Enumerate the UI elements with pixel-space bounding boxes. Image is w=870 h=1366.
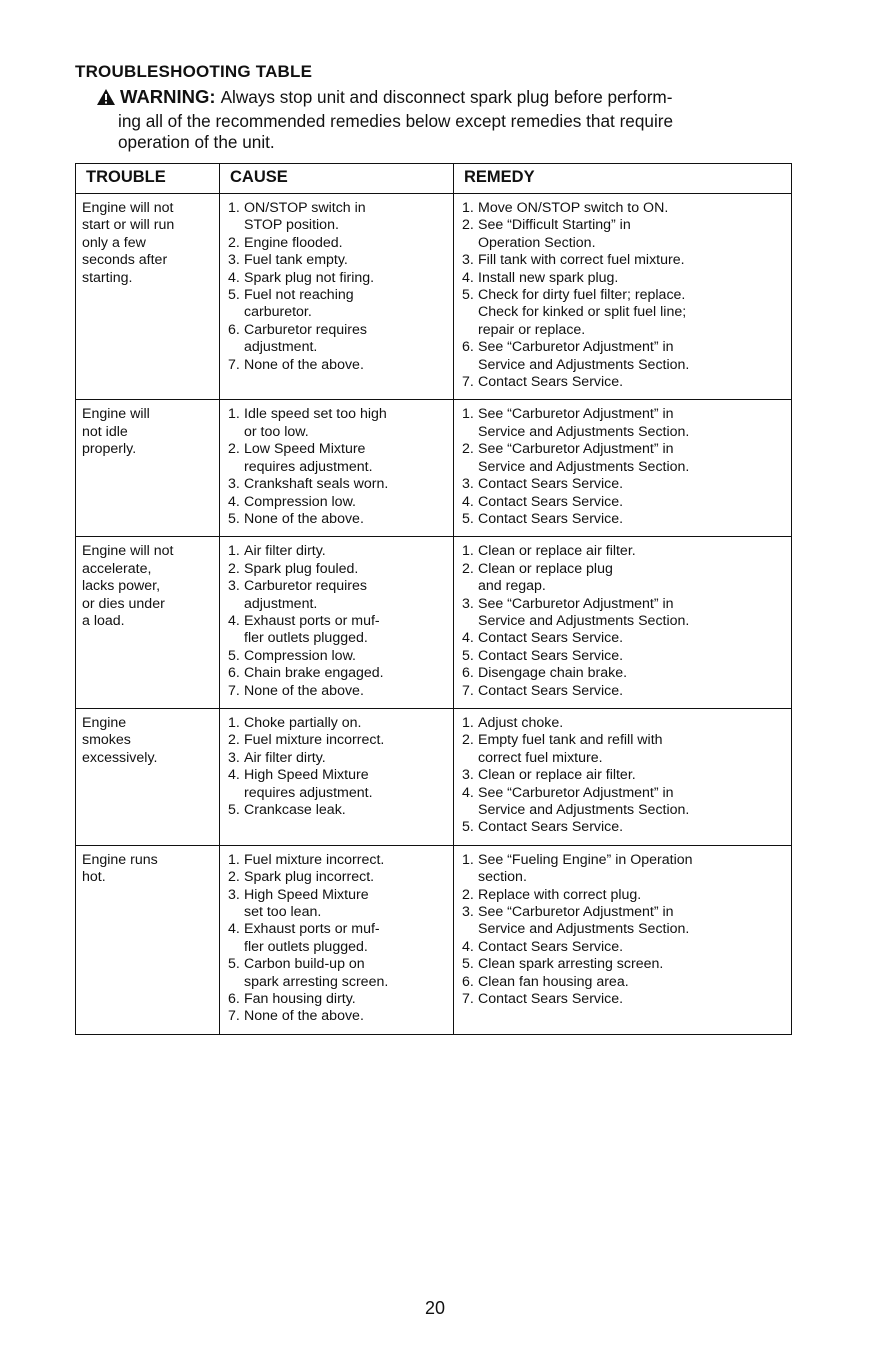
remedy-text: Adjust choke. <box>478 714 564 731</box>
trouble-cell <box>76 194 220 400</box>
item-number: 1. <box>228 714 240 731</box>
item-number: 1. <box>228 406 240 423</box>
remedy-item <box>462 648 791 665</box>
remedy-text: Contact Sears Service. <box>478 493 624 510</box>
cause-item <box>228 406 453 441</box>
trouble-text: not idle <box>82 423 128 440</box>
remedy-cell <box>454 537 792 709</box>
remedy-text: Contact Sears Service. <box>478 374 624 391</box>
remedy-item <box>462 511 791 528</box>
cause-item <box>228 270 453 287</box>
remedy-text: Fill tank with correct fuel mixture. <box>478 252 685 269</box>
warning-text-line-1: Always stop unit and disconnect spark plug before perform- <box>220 87 673 107</box>
cause-text: High Speed Mixture requires adjustment. <box>244 767 373 801</box>
cause-text: None of the above. <box>244 1008 364 1025</box>
cause-text: Fuel mixture incorrect. <box>244 851 385 868</box>
cause-text: Chain brake engaged. <box>244 665 384 682</box>
remedy-text: See “Carburetor Adjustment” in Service and Adjustments Section. <box>478 904 690 938</box>
remedy-text: Contact Sears Service. <box>478 991 624 1008</box>
remedy-text: Contact Sears Service. <box>478 630 624 647</box>
cause-cell <box>220 845 454 1034</box>
cause-item <box>228 200 453 235</box>
table-header-row <box>76 164 792 194</box>
item-number: 4. <box>228 612 240 629</box>
cause-text: Low Speed Mixture requires adjustment. <box>244 441 373 475</box>
cause-text: Spark plug not firing. <box>244 269 375 286</box>
trouble-text: Engine will not <box>82 200 174 216</box>
cause-item <box>228 543 453 560</box>
item-number: 5. <box>462 287 474 304</box>
cause-item <box>228 476 453 493</box>
item-number: 6. <box>462 339 474 356</box>
remedy-item <box>462 270 791 287</box>
remedy-cell <box>454 845 792 1034</box>
item-number: 4. <box>462 784 474 801</box>
cause-text: Exhaust ports or muf- fler outlets plugged. <box>244 612 380 647</box>
trouble-text: properly. <box>82 441 137 458</box>
cause-item <box>228 767 453 802</box>
item-number: 4. <box>228 767 240 784</box>
cause-item <box>228 441 453 476</box>
remedy-text: Move ON/STOP switch to ON. <box>478 200 669 216</box>
item-number: 3. <box>228 252 240 269</box>
cause-cell <box>220 537 454 709</box>
cause-item <box>228 578 453 613</box>
remedy-item <box>462 939 791 956</box>
item-number: 2. <box>228 732 240 749</box>
trouble-text: Engine runs <box>82 851 158 868</box>
cause-text: Compression low. <box>244 647 356 664</box>
item-number: 7. <box>228 1008 240 1025</box>
item-number: 6. <box>228 991 240 1008</box>
item-number: 5. <box>228 647 240 664</box>
remedy-text: Disengage chain brake. <box>478 665 628 682</box>
remedy-item <box>462 852 791 887</box>
cause-item <box>228 494 453 511</box>
cause-cell <box>220 400 454 537</box>
item-number: 3. <box>228 886 240 903</box>
remedy-item <box>462 441 791 476</box>
cause-item <box>228 732 453 749</box>
remedy-item <box>462 683 791 700</box>
remedy-item <box>462 974 791 991</box>
item-number: 2. <box>228 560 240 577</box>
remedy-item <box>462 785 791 820</box>
item-number: 5. <box>462 956 474 973</box>
trouble-text: seconds after <box>82 252 168 269</box>
cause-item <box>228 252 453 269</box>
item-number: 4. <box>462 938 474 955</box>
item-number: 4. <box>462 269 474 286</box>
item-number: 4. <box>228 493 240 510</box>
remedy-text: See “Fueling Engine” in Operation section. <box>478 851 693 886</box>
trouble-text: Engine will not <box>82 543 174 560</box>
item-number: 5. <box>228 287 240 304</box>
cause-item <box>228 322 453 357</box>
remedy-text: Clean or replace air filter. <box>478 543 636 560</box>
cause-item <box>228 1008 453 1025</box>
warning-triangle-icon <box>96 88 116 111</box>
cause-item <box>228 956 453 991</box>
trouble-cell <box>76 845 220 1034</box>
cause-text: Carbon build-up on spark arresting screen. <box>244 956 389 990</box>
remedy-text: Contact Sears Service. <box>478 510 624 527</box>
item-number: 5. <box>462 647 474 664</box>
cause-text: Carburetor requires adjustment. <box>244 578 368 612</box>
remedy-text: Contact Sears Service. <box>478 938 624 955</box>
item-number: 2. <box>228 234 240 251</box>
item-number: 4. <box>228 269 240 286</box>
cause-item <box>228 648 453 665</box>
table-row <box>76 194 792 400</box>
item-number: 4. <box>228 921 240 938</box>
remedy-text: See “Difficult Starting” in Operation Section. <box>478 217 631 251</box>
cause-item <box>228 511 453 528</box>
remedy-item <box>462 200 791 217</box>
cause-text: Crankshaft seals worn. <box>244 476 389 493</box>
cause-text: Fuel not reaching carburetor. <box>244 287 354 321</box>
cause-item <box>228 357 453 374</box>
cause-text: None of the above. <box>244 682 364 699</box>
remedy-text: Install new spark plug. <box>478 269 619 286</box>
remedy-text: See “Carburetor Adjustment” in Service and Adjustments Section. <box>478 441 690 475</box>
item-number: 3. <box>228 476 240 493</box>
table-row <box>76 845 792 1034</box>
item-number: 3. <box>462 476 474 493</box>
item-number: 4. <box>462 493 474 510</box>
page-number: 20 <box>424 1298 446 1318</box>
item-number: 2. <box>462 560 474 577</box>
item-number: 2. <box>228 869 240 886</box>
remedy-item <box>462 991 791 1008</box>
trouble-cell <box>76 537 220 709</box>
cause-text: Compression low. <box>244 493 356 510</box>
remedy-item <box>462 596 791 631</box>
remedy-item <box>462 904 791 939</box>
remedy-cell <box>454 708 792 845</box>
item-number: 7. <box>228 356 240 373</box>
cause-text: Fuel tank empty. <box>244 252 348 269</box>
trouble-text: start or will run <box>82 217 175 234</box>
warning-notice <box>96 86 796 153</box>
item-number: 5. <box>228 510 240 527</box>
remedy-item <box>462 665 791 682</box>
cause-text: Engine flooded. <box>244 234 343 251</box>
remedy-item <box>462 561 791 596</box>
trouble-text: Engine will <box>82 406 150 423</box>
trouble-text: only a few <box>82 234 146 251</box>
item-number: 7. <box>462 682 474 699</box>
item-number: 1. <box>462 543 474 560</box>
remedy-item <box>462 339 791 374</box>
cause-item <box>228 235 453 252</box>
cause-item <box>228 802 453 819</box>
item-number: 7. <box>462 374 474 391</box>
trouble-text: starting. <box>82 269 133 286</box>
item-number: 1. <box>462 200 474 216</box>
cause-text: None of the above. <box>244 356 364 373</box>
item-number: 1. <box>462 851 474 868</box>
cause-cell <box>220 194 454 400</box>
item-number: 6. <box>228 321 240 338</box>
cause-text: Carburetor requires adjustment. <box>244 321 368 356</box>
remedy-item <box>462 217 791 252</box>
item-number: 5. <box>228 802 240 818</box>
item-number: 1. <box>228 200 240 216</box>
item-number: 6. <box>228 665 240 682</box>
item-number: 2. <box>462 732 474 749</box>
cause-text: Spark plug fouled. <box>244 560 359 577</box>
cause-text: Idle speed set too high or too low. <box>244 406 387 440</box>
trouble-text: a load. <box>82 612 125 629</box>
remedy-text: See “Carburetor Adjustment” in Service and Adjustments Section. <box>478 595 690 629</box>
item-number: 3. <box>462 595 474 612</box>
cause-text: Spark plug incorrect. <box>244 869 375 886</box>
remedy-item <box>462 494 791 511</box>
cause-item <box>228 665 453 682</box>
trouble-text: hot. <box>82 869 106 886</box>
item-number: 7. <box>228 682 240 699</box>
cause-item <box>228 750 453 767</box>
remedy-cell <box>454 400 792 537</box>
cause-item <box>228 613 453 648</box>
cause-text: Exhaust ports or muf- fler outlets plugged. <box>244 921 380 955</box>
remedy-text: Clean fan housing area. <box>478 973 629 990</box>
cause-item <box>228 715 453 732</box>
remedy-text: Contact Sears Service. <box>478 819 624 836</box>
item-number: 2. <box>228 441 240 458</box>
item-number: 7. <box>462 991 474 1008</box>
cause-item <box>228 869 453 886</box>
remedy-item <box>462 767 791 784</box>
table-row <box>76 400 792 537</box>
trouble-cell <box>76 708 220 845</box>
remedy-item <box>462 374 791 391</box>
cause-text: Fuel mixture incorrect. <box>244 732 385 749</box>
item-number: 1. <box>228 543 240 560</box>
item-number: 5. <box>462 819 474 836</box>
remedy-text: Empty fuel tank and refill with correct fuel mixture. <box>478 732 663 766</box>
remedy-cell <box>454 194 792 400</box>
item-number: 2. <box>462 886 474 903</box>
cause-item <box>228 852 453 869</box>
item-number: 1. <box>228 851 240 868</box>
table-row <box>76 537 792 709</box>
cause-cell <box>220 708 454 845</box>
remedy-text: Contact Sears Service. <box>478 647 624 664</box>
cause-text: Air filter dirty. <box>244 749 326 766</box>
remedy-item <box>462 715 791 732</box>
remedy-text: Check for dirty fuel filter; replace. Check for kinked or split fuel line; repair or replace. <box>478 287 687 338</box>
item-number: 3. <box>462 904 474 921</box>
header-cause: CAUSE <box>220 164 454 194</box>
cause-text: ON/STOP switch in STOP position. <box>244 200 366 234</box>
page-title: TROUBLESHOOTING TABLE <box>75 62 313 81</box>
cause-item <box>228 921 453 956</box>
header-trouble: TROUBLE <box>76 164 220 194</box>
item-number: 2. <box>462 441 474 458</box>
cause-text: High Speed Mixture set too lean. <box>244 886 369 921</box>
trouble-text: accelerate, <box>82 560 152 577</box>
remedy-item <box>462 630 791 647</box>
remedy-item <box>462 476 791 493</box>
cause-text: None of the above. <box>244 510 364 527</box>
item-number: 3. <box>228 749 240 766</box>
remedy-item <box>462 287 791 339</box>
troubleshooting-table <box>75 163 792 1035</box>
item-number: 3. <box>228 578 240 595</box>
item-number: 4. <box>462 630 474 647</box>
remedy-item <box>462 956 791 973</box>
remedy-item <box>462 819 791 836</box>
remedy-text: Contact Sears Service. <box>478 476 624 493</box>
cause-text: Fan housing dirty. <box>244 991 356 1008</box>
cause-text: Air filter dirty. <box>244 543 326 560</box>
cause-item <box>228 561 453 578</box>
item-number: 3. <box>462 767 474 784</box>
cause-text: Choke partially on. <box>244 714 362 731</box>
cause-item <box>228 887 453 922</box>
remedy-text: Contact Sears Service. <box>478 682 624 699</box>
remedy-item <box>462 543 791 560</box>
trouble-text: or dies under <box>82 595 165 612</box>
cause-item <box>228 287 453 322</box>
item-number: 6. <box>462 973 474 990</box>
remedy-text: See “Carburetor Adjustment” in Service and Adjustments Section. <box>478 406 690 440</box>
remedy-item <box>462 406 791 441</box>
table-row <box>76 708 792 845</box>
cause-item <box>228 683 453 700</box>
warning-text-line-2: ing all of the recommended remedies below except remedies that require <box>118 111 674 131</box>
item-number: 5. <box>462 510 474 527</box>
remedy-text: Replace with correct plug. <box>478 886 642 903</box>
remedy-text: Clean or replace air filter. <box>478 767 636 784</box>
item-number: 3. <box>462 252 474 269</box>
remedy-item <box>462 887 791 904</box>
item-number: 5. <box>228 956 240 973</box>
warning-text-line-3: operation of the unit. <box>118 132 275 152</box>
remedy-item <box>462 252 791 269</box>
trouble-cell <box>76 400 220 537</box>
cause-item <box>228 991 453 1008</box>
item-number: 6. <box>462 665 474 682</box>
remedy-text: Clean or replace plug and regap. <box>478 560 613 595</box>
trouble-text: lacks power, <box>82 578 161 595</box>
remedy-text: See “Carburetor Adjustment” in Service and Adjustments Section. <box>478 339 690 373</box>
item-number: 2. <box>462 217 474 234</box>
trouble-text: smokes <box>82 732 131 749</box>
cause-text: Crankcase leak. <box>244 802 346 818</box>
trouble-text: Engine <box>82 714 127 731</box>
warning-label: WARNING: <box>120 86 216 107</box>
item-number: 1. <box>462 406 474 423</box>
header-remedy: REMEDY <box>454 164 792 194</box>
remedy-text: Clean spark arresting screen. <box>478 956 664 973</box>
trouble-text: excessively. <box>82 749 158 766</box>
remedy-text: See “Carburetor Adjustment” in Service and Adjustments Section. <box>478 784 690 818</box>
remedy-item <box>462 732 791 767</box>
item-number: 1. <box>462 714 474 731</box>
